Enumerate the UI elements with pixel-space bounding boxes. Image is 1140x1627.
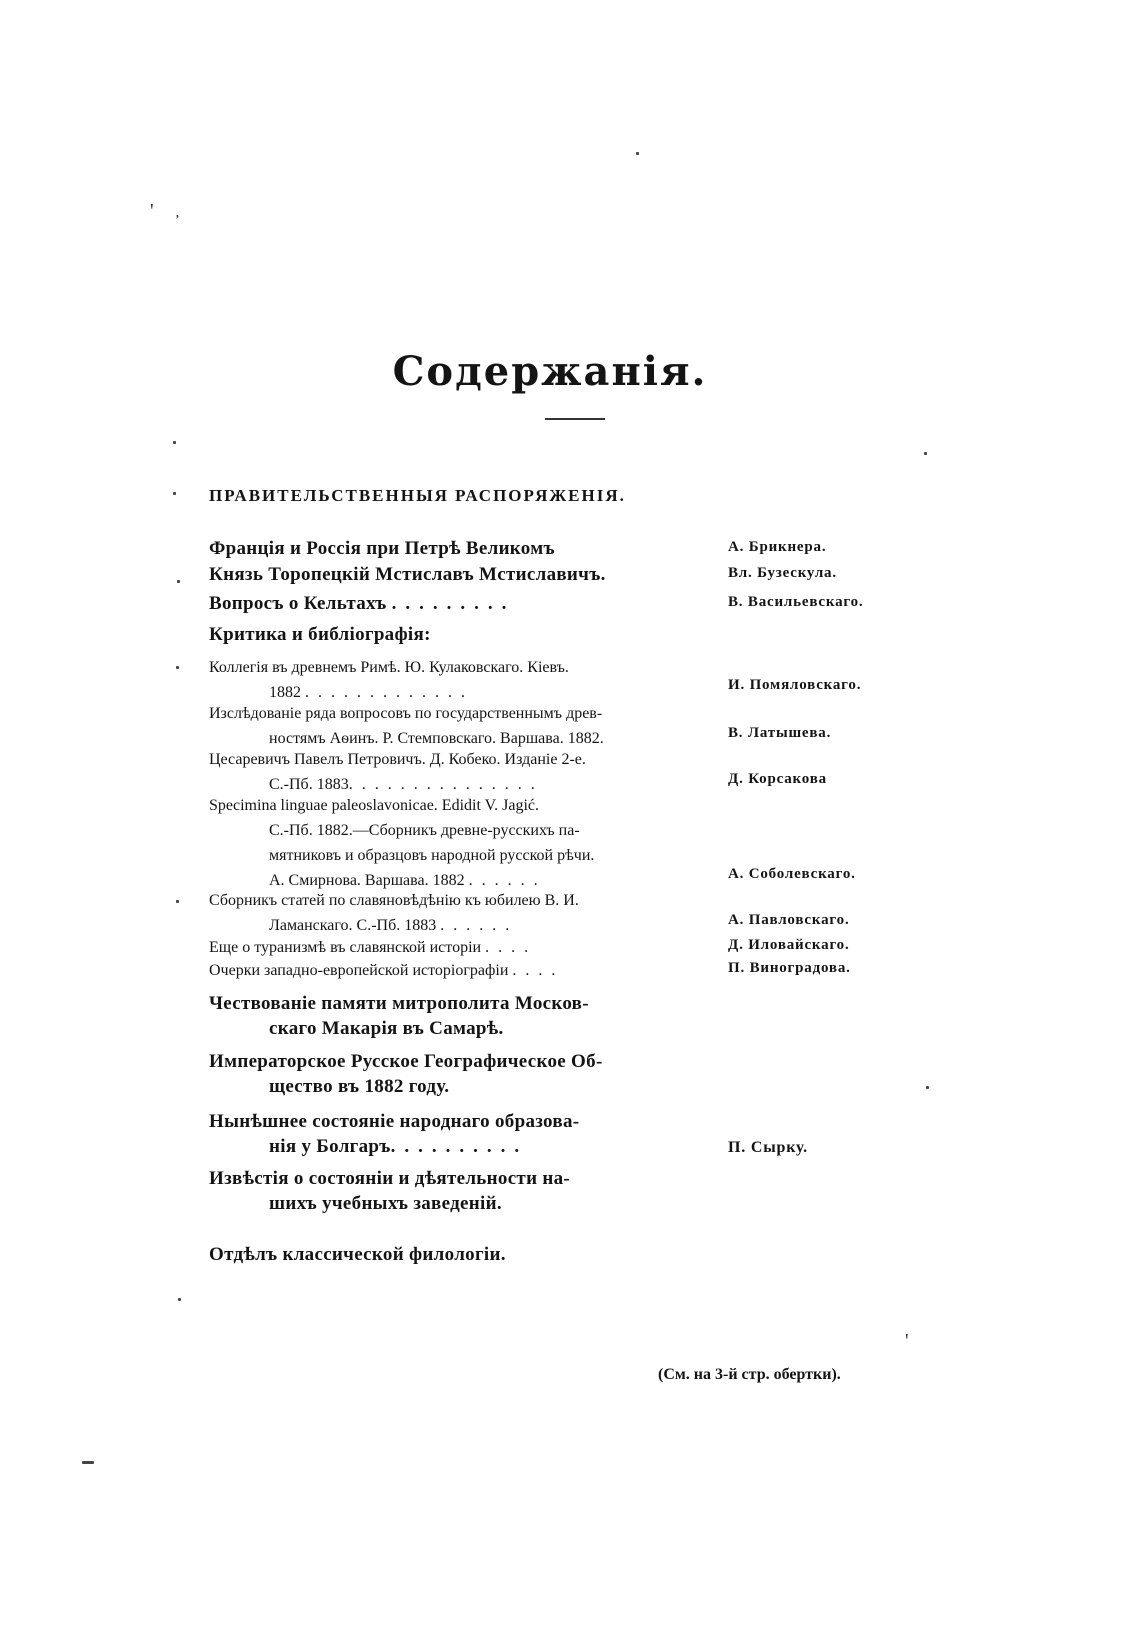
article-author: В. Васильевскаго. <box>728 594 864 610</box>
review-item <box>209 935 537 960</box>
review-line: Цесаревичъ Павелъ Петровичъ. Д. Кобеко. Изданіе 2-е. <box>209 751 586 768</box>
review-line: Сборникъ статей по славяновѣдѣнію къ юбилею В. И. <box>209 892 579 909</box>
article-title: Франція и Россія при Петрѣ Великомъ <box>209 538 555 559</box>
review-author: В. Латышева. <box>728 725 832 741</box>
feature-item <box>209 1109 579 1159</box>
corner-mark: ' <box>905 1330 909 1352</box>
review-line: 1882 ............. <box>269 684 474 701</box>
review-line-text: Еще о туранизмѣ въ славянской исторіи <box>209 939 482 956</box>
review-line: С.-Пб. 1882.—Сборникъ древне-русскихъ па- <box>269 822 580 839</box>
review-line-text: С.-Пб. 1883 <box>269 776 349 793</box>
article-author: Вл. Бузескула. <box>728 565 837 581</box>
review-item <box>209 958 564 983</box>
review-line-text: 1882 <box>269 684 301 701</box>
review-author: Д. Корсакова <box>728 771 827 787</box>
scan-speck <box>176 666 179 669</box>
criticism-heading: Критика и библіографія: <box>209 624 431 645</box>
review-line: Ламанскаго. С.-Пб. 1883 ...... <box>269 917 519 934</box>
review-author: П. Виноградова. <box>728 960 851 976</box>
review-line: А. Смирнова. Варшава. 1882 ...... <box>269 872 547 889</box>
article-title-text: Вопросъ о Кельтахъ <box>209 593 387 614</box>
review-author: Д. Иловайскаго. <box>728 937 850 953</box>
scan-speck <box>173 492 176 495</box>
review-line: Коллегія въ древнемъ Римѣ. Ю. Кулаковскаго. Кіевъ. <box>209 659 569 676</box>
scan-speck <box>636 152 639 155</box>
review-line-text: Ламанскаго. С.-Пб. 1883 <box>269 917 437 934</box>
heading-rule <box>545 418 605 420</box>
corner-mark: ' <box>150 200 154 222</box>
review-author: А. Соболевскаго. <box>728 866 856 882</box>
scan-speck <box>82 1461 94 1464</box>
scan-speck <box>177 580 180 583</box>
feature-line: щество въ 1882 году. <box>269 1076 450 1097</box>
feature-line: Императорское Русское Географическое Об- <box>209 1051 603 1072</box>
review-item <box>209 793 594 893</box>
review-item <box>209 888 579 938</box>
corner-mark: ᾿ <box>174 212 181 234</box>
feature-line: Чествованіе памяти митрополита Москов- <box>209 993 589 1014</box>
review-author: И. Помяловскаго. <box>728 677 862 693</box>
feature-line: шихъ учебныхъ заведеній. <box>269 1193 502 1214</box>
feature-item <box>209 991 589 1041</box>
feature-line: нія у Болгаръ.......... <box>269 1136 529 1157</box>
article-author: А. Брикнера. <box>728 539 827 555</box>
review-line: С.-Пб. 1883............... <box>269 776 544 793</box>
feature-line: Извѣстія о состояніи и дѣятельности на- <box>209 1168 571 1189</box>
page-heading: Содержанія. <box>392 348 708 395</box>
review-item <box>209 747 586 797</box>
feature-item <box>209 1049 603 1099</box>
review-line: Specimina linguae paleoslavonicae. Edidit V. Jagić. <box>209 797 539 814</box>
review-line: ностямъ Аѳинъ. Р. Стемповскаго. Варшава. 1882. <box>269 730 604 747</box>
review-item <box>209 655 569 705</box>
scan-speck <box>173 441 176 444</box>
scan-speck <box>176 900 179 903</box>
scan-speck <box>926 1086 929 1089</box>
article-title: Вопросъ о Кельтахъ ......... <box>209 593 516 614</box>
feature-line-text: нія у Болгаръ <box>269 1136 391 1157</box>
review-item <box>209 701 604 751</box>
review-author: А. Павловскаго. <box>728 912 850 928</box>
section-classics: Отдѣлъ классической филологіи. <box>209 1244 506 1265</box>
review-line: мятниковъ и образцовъ народной русской рѣчи. <box>269 847 595 864</box>
scan-speck <box>178 1298 181 1301</box>
review-line-text: А. Смирнова. Варшава. 1882 <box>269 872 465 889</box>
feature-line: Нынѣшнее состояніе народнаго образова- <box>209 1111 580 1132</box>
article-title: Князь Торопецкій Мстиславъ Мстиславичъ. <box>209 564 606 585</box>
feature-line: скаго Макарія въ Самарѣ. <box>269 1018 504 1039</box>
footnote: (См. на 3-й стр. обертки). <box>658 1366 841 1383</box>
review-line: Еще о туранизмѣ въ славянской исторіи .... <box>209 939 538 956</box>
section-government: ПРАВИТЕЛЬСТВЕННЫЯ РАСПОРЯЖЕНІЯ. <box>209 486 626 505</box>
review-line-text: Очерки западно-европейской исторіографіи <box>209 962 509 979</box>
review-line: Очерки западно-европейской исторіографіи .... <box>209 962 565 979</box>
scan-speck <box>924 452 927 455</box>
review-line: Изслѣдованіе ряда вопросовъ по государственнымъ древ- <box>209 705 603 722</box>
feature-item <box>209 1166 570 1216</box>
feature-author: П. Сырку. <box>728 1139 808 1156</box>
